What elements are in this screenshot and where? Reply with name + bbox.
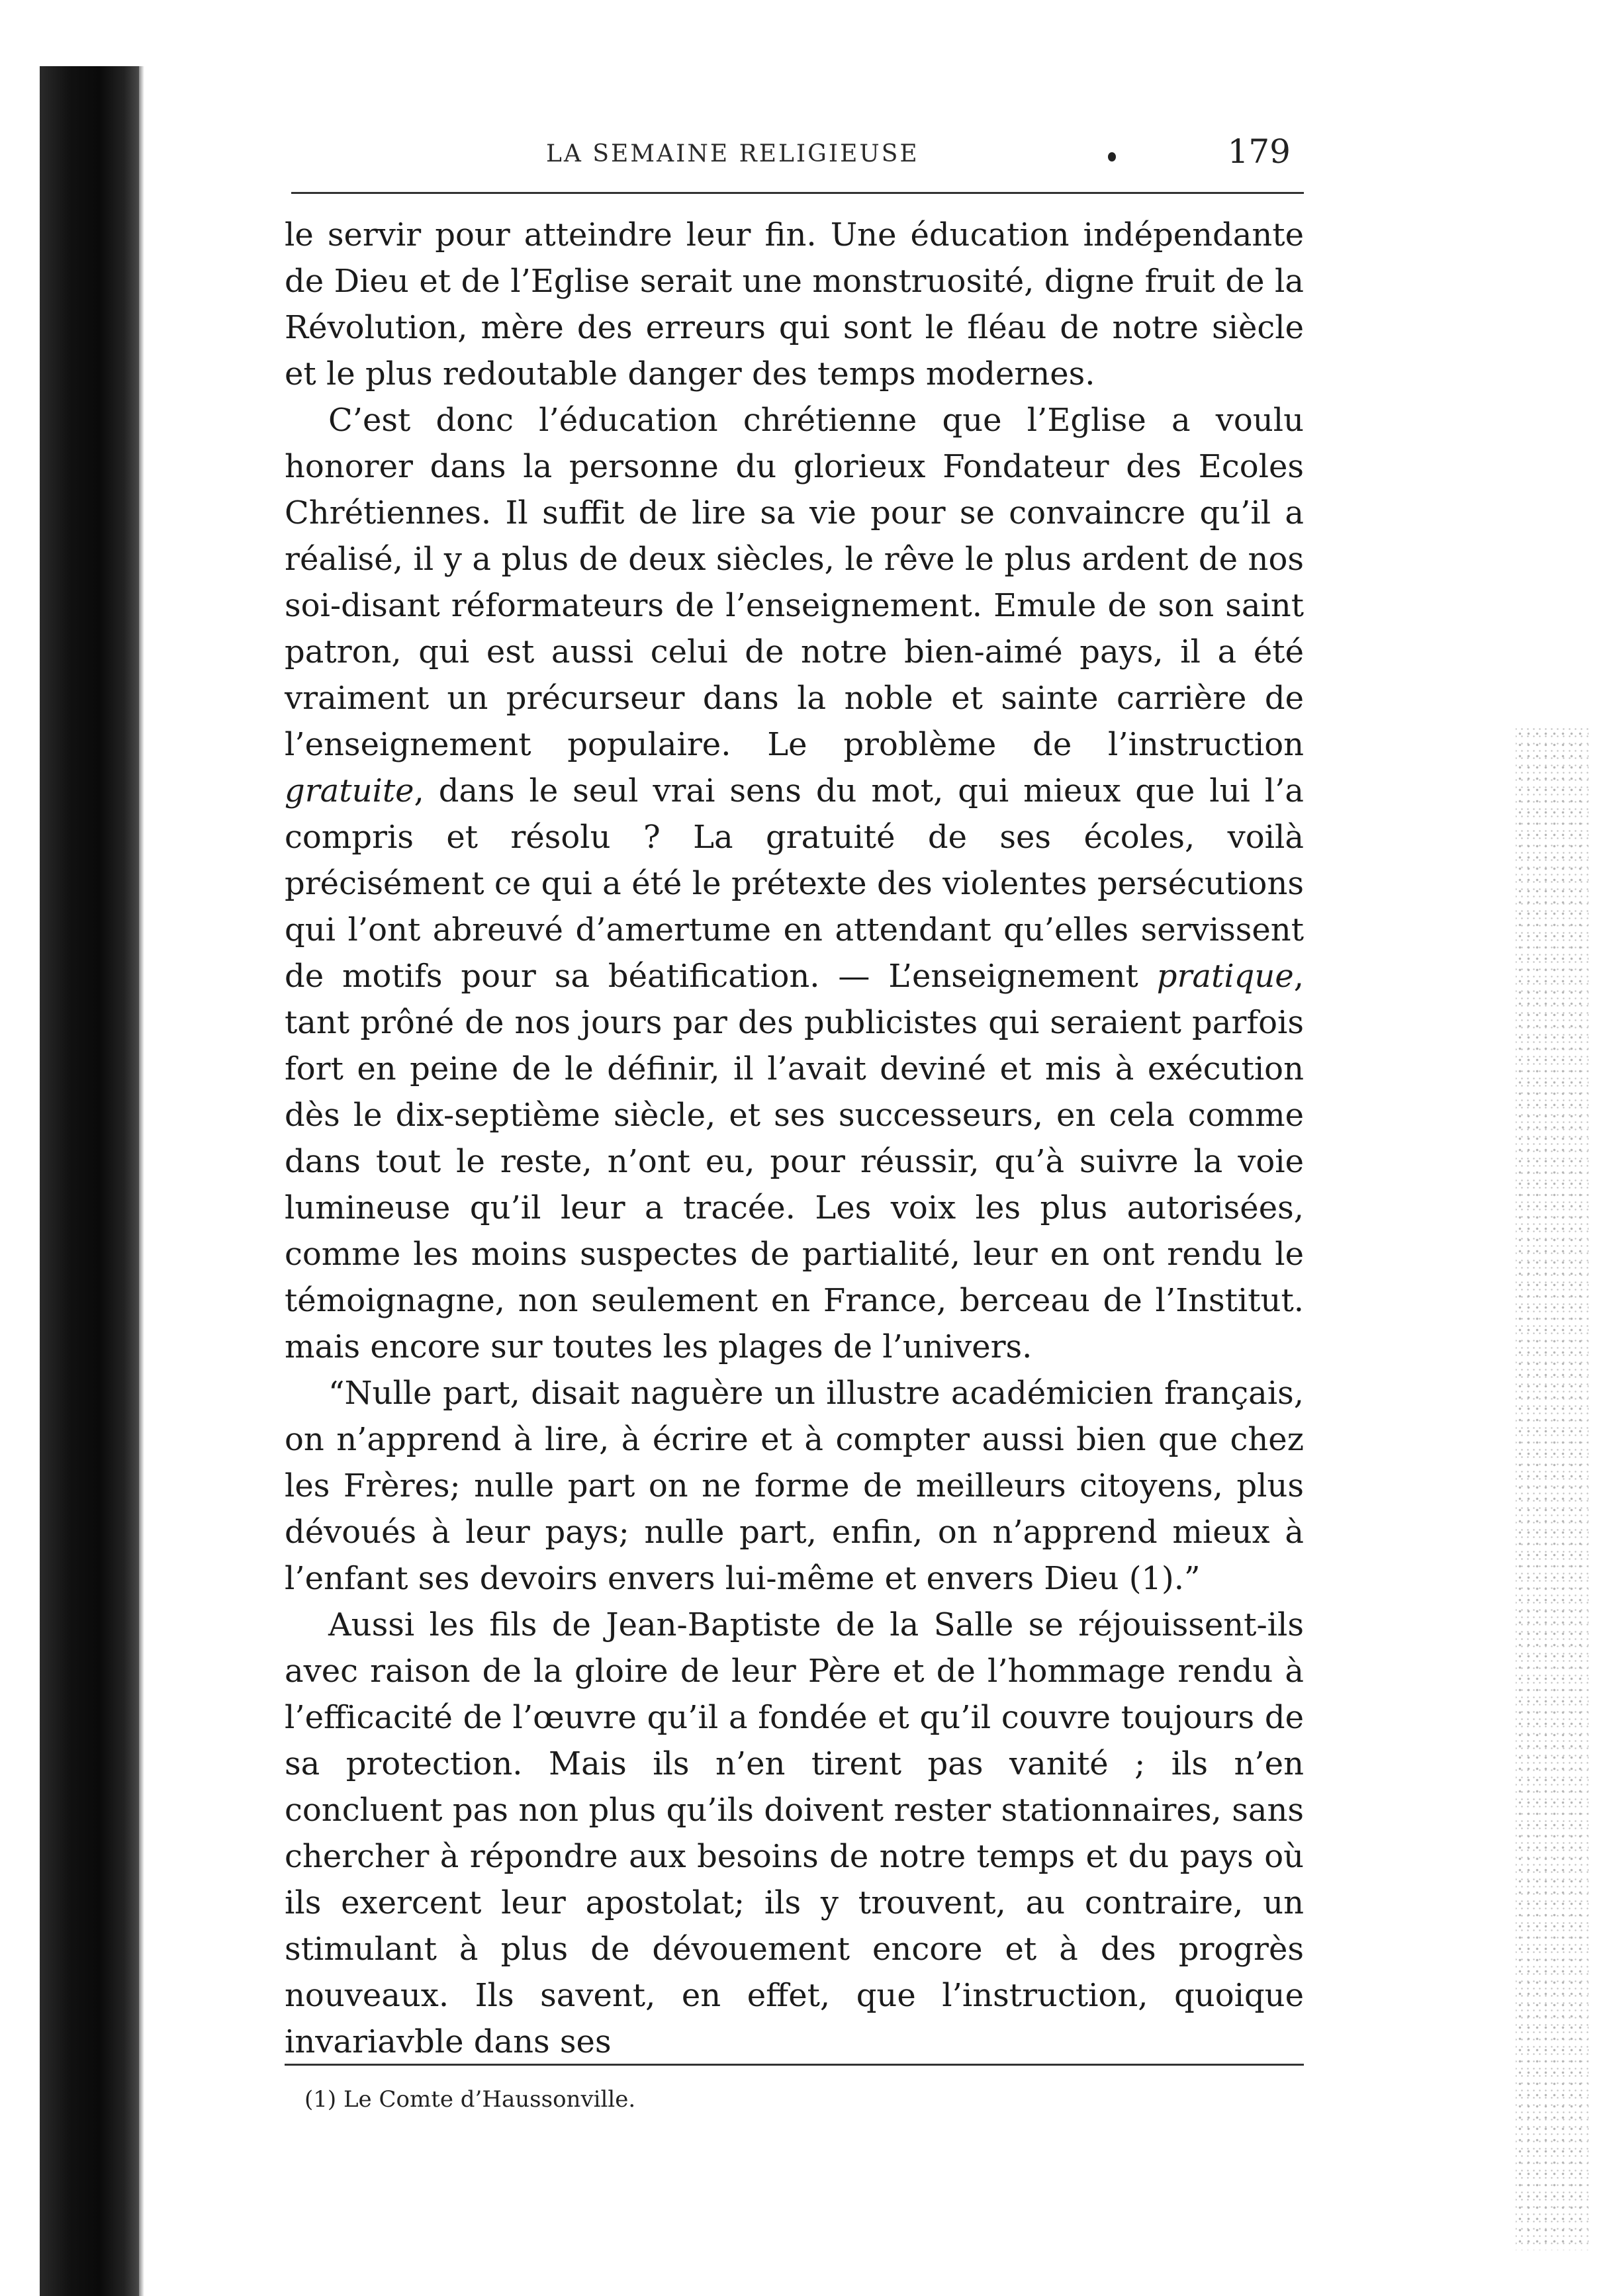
body-text xyxy=(285,212,1304,2065)
paragraph-4 xyxy=(285,1602,1304,2065)
footnote-rule xyxy=(285,2064,1304,2066)
book-binding-edge xyxy=(40,66,139,2296)
paragraph-1 xyxy=(285,212,1304,397)
paragraph-2-part-3: , tant prôné de nos jours par des publicistes qui seraient parfois fort en peine de le définir, il l’avait deviné et mis à exécution dès le dix-septième siècle, et ses successeurs, en cela comme dans tout le reste, n’ont eu, pour réussir, qu’à suivre la voie lumineuse qu’il leur a tracée. Les voix les plus autorisées, comme les moins suspectes de partialité, leur en ont rendu le témoignagne, non seulement en France, berceau de l’Institut. mais encore sur toutes les plages de l’univers. xyxy=(285,958,1304,1365)
paragraph-3-quote xyxy=(285,1370,1304,1602)
document-page xyxy=(285,126,1304,2060)
margin-speckle xyxy=(1516,728,1588,2250)
paragraph-1-text: le servir pour atteindre leur fin. Une éducation indépendante de Dieu et de l’Eglise serait une monstruosité, digne fruit de la Révolution, mère des erreurs qui sont le fléau de notre siècle et le plus redoutable danger des temps modernes. xyxy=(285,216,1304,392)
running-title: LA SEMAINE RELIGIEUSE xyxy=(546,140,919,167)
paragraph-3-text: “Nulle part, disait naguère un illustre académicien français, on n’apprend à lire, à écrire et à compter aussi bien que chez les Frères; nulle part on ne forme de meilleurs citoyens, plus dévoués à leur pays; nulle part, enfin, on n’apprend mieux à l’enfant ses devoirs envers lui-même et envers Dieu (1).” xyxy=(285,1375,1304,1597)
header-rule xyxy=(291,192,1304,194)
paragraph-4-text: Aussi les fils de Jean-Baptiste de la Salle se réjouissent-ils avec raison de la gloire de leur Père et de l’hommage rendu à l’efficacité de l’œuvre qu’il a fondée et qu’il couvre toujours de sa protection. Mais ils n’en tirent pas vanité ; ils n’en concluent pas non plus qu’ils doivent rester stationnaires, sans chercher à répondre aux besoins de notre temps et du pays où ils exercent leur apostolat; ils y trouvent, au contraire, un stimulant à plus de dévouement encore et à des progrès nouveaux. Ils savent, en effet, que l’instruction, quoique invariavble dans ses xyxy=(285,1606,1304,2060)
emphasis-pratique: pratique xyxy=(1156,958,1294,995)
header-dot xyxy=(1108,152,1116,161)
running-head xyxy=(285,126,1304,185)
page-number: 179 xyxy=(1227,132,1291,171)
paragraph-2-part-2: , dans le seul vrai sens du mot, qui mieux que lui l’a compris et résolu ? La gratuité de ses écoles, voilà précisément ce qui a été le prétexte des violentes persécutions qui l’ont abreuvé d’amertume en attendant qu’elles servissent de motifs pour sa béatification. — L’enseignement xyxy=(285,772,1304,995)
paragraph-2-part-1: C’est donc l’éducation chrétienne que l’Eglise a voulu honorer dans la personne du glorieux Fondateur des Ecoles Chrétiennes. Il suffit de lire sa vie pour se convaincre qu’il a réalisé, il y a plus de deux siècles, le rêve le plus ardent de nos soi-disant réformateurs de l’enseignement. Emule de son saint patron, qui est aussi celui de notre bien-aimé pays, il a été vraiment un précurseur dans la noble et sainte carrière de l’enseignement populaire. Le problème de l’instruction xyxy=(285,402,1304,763)
emphasis-gratuite: gratuite xyxy=(285,772,414,809)
paragraph-2 xyxy=(285,397,1304,1370)
footnote: (1) Le Comte d’Haussonville. xyxy=(304,2086,636,2113)
